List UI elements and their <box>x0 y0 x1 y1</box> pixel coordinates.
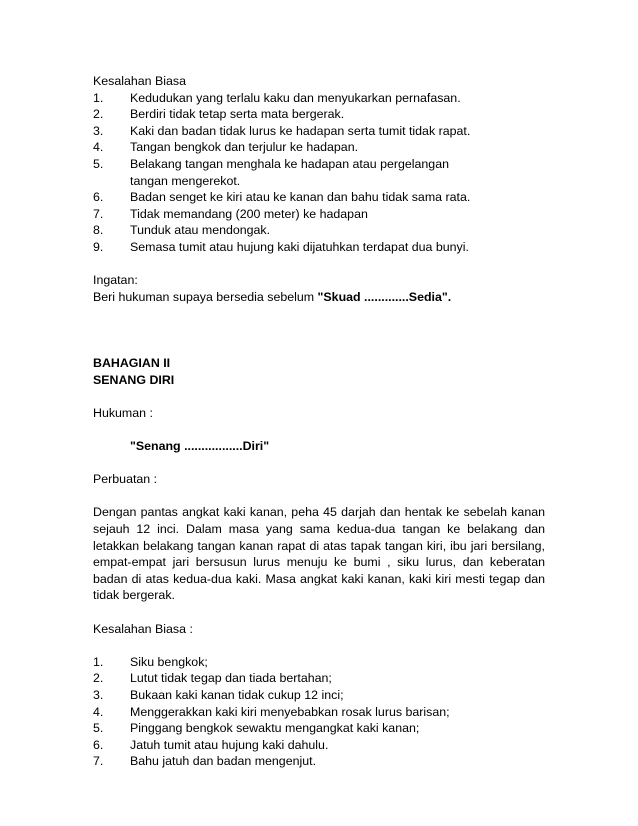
item-text: Jatuh tumit atau hujung kaki dahulu. <box>130 737 329 752</box>
list-item <box>93 753 545 770</box>
list-item <box>93 123 545 140</box>
list-item <box>93 106 545 123</box>
reminder-line <box>93 289 545 306</box>
item-text: Tunduk atau mendongak. <box>130 223 271 238</box>
item-text: tangan mengerekot. <box>130 173 241 188</box>
item-text: Lutut tidak tegap dan tiada bertahan; <box>130 671 332 686</box>
command-label: Hukuman : <box>93 405 153 420</box>
item-text: Belakang tangan menghala ke hadapan atau pergelangan <box>130 156 449 171</box>
reminder-text: Beri hukuman supaya bersedia sebelum <box>93 289 318 304</box>
section1-list <box>93 90 545 256</box>
reminder-label: Ingatan: <box>93 273 138 288</box>
item-number: 8. <box>93 223 104 238</box>
section-subtitle: SENANG DIRI <box>93 372 175 387</box>
item-number: 7. <box>93 206 104 221</box>
item-number: 1. <box>93 654 104 669</box>
item-text: Bukaan kaki kanan tidak cukup 12 inci; <box>130 687 344 702</box>
list-item <box>93 737 545 754</box>
item-number: 6. <box>93 190 104 205</box>
item-text: Kaki dan badan tidak lurus ke hadapan serta tumit tidak rapat. <box>130 123 471 138</box>
item-text: Menggerakkan kaki kiri menyebabkan rosak lurus barisan; <box>130 704 450 719</box>
errors-list <box>93 654 545 770</box>
list-item <box>93 156 545 173</box>
item-number: 5. <box>93 721 104 736</box>
list-item <box>93 239 545 256</box>
item-number: 2. <box>93 107 104 122</box>
list-item <box>93 720 545 737</box>
item-number: 7. <box>93 754 104 769</box>
command-text: "Senang .................Diri" <box>130 439 270 454</box>
item-text: Siku bengkok; <box>130 654 208 669</box>
item-text: Pinggang bengkok sewaktu mengangkat kaki kanan; <box>130 721 420 736</box>
item-text: Badan senget ke kiri atau ke kanan dan bahu tidak sama rata. <box>130 190 471 205</box>
item-number: 9. <box>93 239 104 254</box>
action-label: Perbuatan : <box>93 472 158 487</box>
list-item <box>93 222 545 239</box>
item-text: Bahu jatuh dan badan mengenjut. <box>130 754 317 769</box>
list-item <box>93 687 545 704</box>
item-number: 3. <box>93 123 104 138</box>
item-number: 4. <box>93 704 104 719</box>
item-number: 5. <box>93 156 104 171</box>
list-item <box>93 670 545 687</box>
list-item-continuation <box>93 173 545 190</box>
item-text: Berdiri tidak tetap serta mata bergerak. <box>130 107 345 122</box>
item-number: 3. <box>93 687 104 702</box>
reminder-command: "Skuad .............Sedia". <box>317 289 452 304</box>
list-item <box>93 139 545 156</box>
list-item <box>93 206 545 223</box>
item-text: Semasa tumit atau hujung kaki dijatuhkan terdapat dua bunyi. <box>130 239 469 254</box>
document-page <box>93 73 545 770</box>
section-title: BAHAGIAN II <box>93 356 171 371</box>
item-text: Kedudukan yang terlalu kaku dan menyukarkan pernafasan. <box>130 90 461 105</box>
section1-heading: Kesalahan Biasa <box>93 74 186 88</box>
item-number: 1. <box>93 90 104 105</box>
item-text: Tangan bengkok dan terjulur ke hadapan. <box>130 140 359 155</box>
item-number: 4. <box>93 140 104 155</box>
item-number: 6. <box>93 737 104 752</box>
list-item <box>93 90 545 107</box>
item-text: Tidak memandang (200 meter) ke hadapan <box>130 206 368 221</box>
action-paragraph: Dengan pantas angkat kaki kanan, peha 45 darjah dan hentak ke sebelah kanan sejauh 12 inci. Dalam masa yang sama kedua-dua tangan ke belakang dan letakkan belakang tangan kanan rapat di atas tapak tangan kiri, ibu jari bersilang, empat-empat jari bersusun lurus menuju ke bumi , siku lurus, dan keberatan badan di atas kedua-dua kaki. Masa angkat kaki kanan, kaki kiri mesti tegap dan tidak bergerak. <box>93 505 545 603</box>
errors-label: Kesalahan Biasa : <box>93 621 193 636</box>
list-item <box>93 189 545 206</box>
item-number: 2. <box>93 671 104 686</box>
list-item <box>93 654 545 671</box>
list-item <box>93 704 545 721</box>
